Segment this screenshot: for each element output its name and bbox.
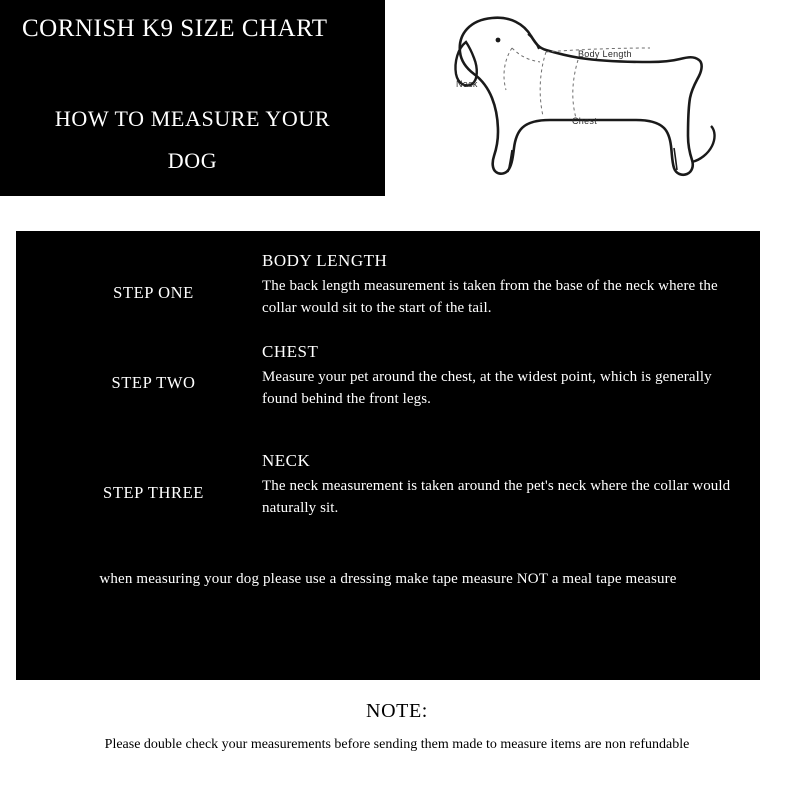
step-two-label: STEP TWO: [111, 373, 196, 392]
diagram-label-chest: Chest: [572, 116, 598, 126]
steps-panel: [16, 231, 760, 680]
dachshund-outline-icon: [400, 4, 780, 204]
step-two-body: [262, 342, 742, 411]
note-text: Please double check your measurements before sending them made to measure items are non refundable: [104, 737, 690, 752]
note-title: NOTE:: [366, 700, 428, 722]
dog-diagram: [400, 4, 780, 204]
step-one-heading: BODY LENGTH: [262, 251, 388, 270]
tape-measure-footnote: when measuring your dog please use a dressing make tape measure NOT a meal tape measure: [99, 571, 677, 587]
step-three-text: The neck measurement is taken around the pet's neck where the collar would naturally sit.: [262, 478, 731, 517]
step-three-body: [262, 451, 742, 520]
step-two-text: Measure your pet around the chest, at the widest point, which is generally found behind the front legs.: [262, 369, 712, 408]
page-title: CORNISH K9 SIZE CHART: [22, 15, 328, 42]
step-one-text: The back length measurement is taken from the base of the neck where the collar would sit to the start of the tail.: [262, 278, 718, 317]
step-three-label: STEP THREE: [103, 483, 204, 502]
step-one-body: [262, 251, 742, 320]
diagram-label-body-length: Body Length: [578, 49, 632, 59]
step-one-label: STEP ONE: [113, 283, 194, 302]
header-band: [0, 0, 385, 196]
step-three-heading: NECK: [262, 451, 311, 470]
step-two-heading: CHEST: [262, 342, 319, 361]
page-subtitle: HOW TO MEASURE YOUR DOG: [54, 106, 331, 173]
diagram-label-neck: Neck: [456, 79, 478, 89]
